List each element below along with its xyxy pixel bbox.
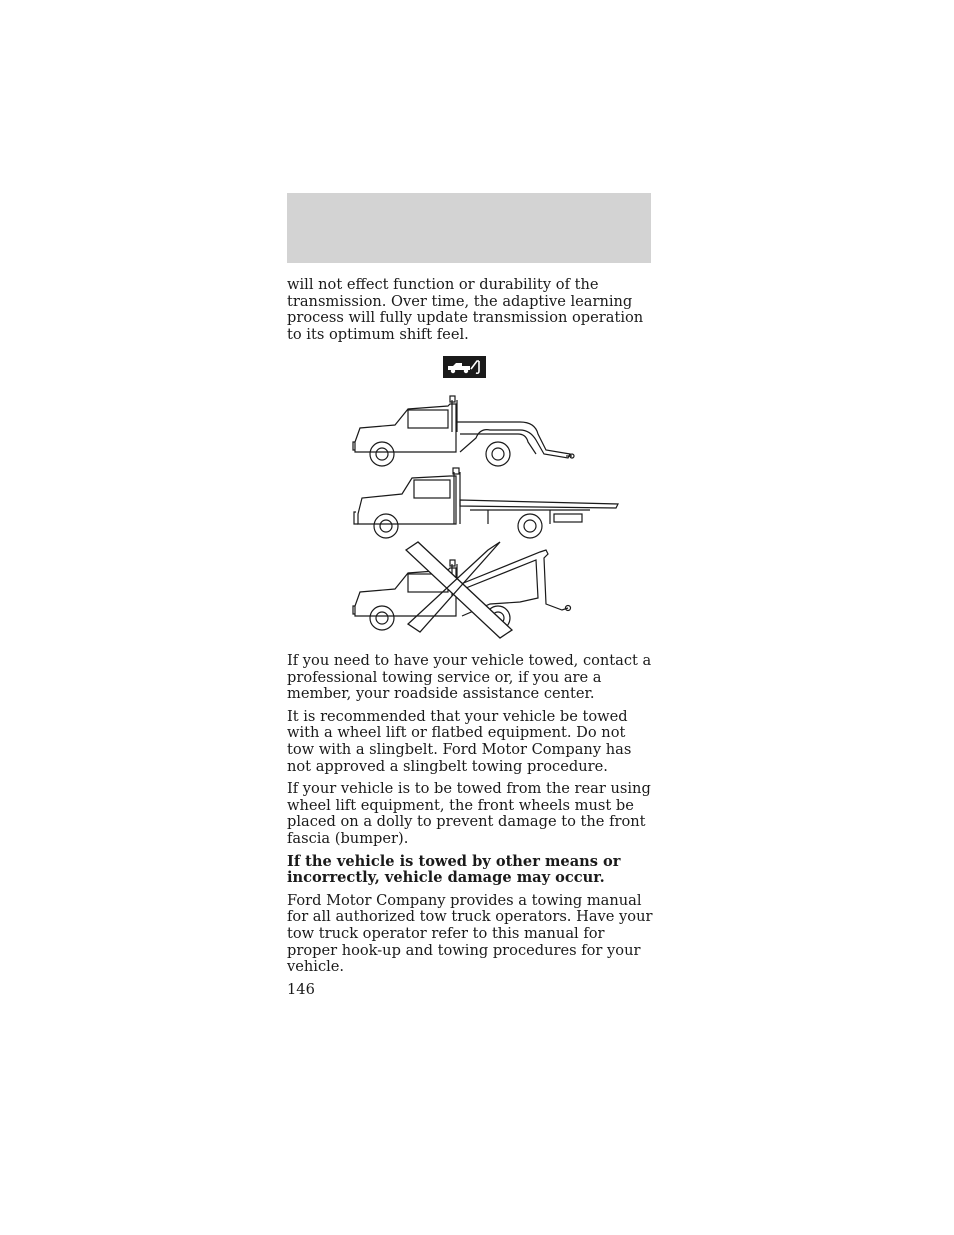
paragraph-contact: If you need to have your vehicle towed, contact a professional towing service or, if you are a member, your roadside assistance center. — [287, 652, 652, 703]
towing-methods-illustration — [340, 392, 630, 642]
tow-truck-icon — [443, 356, 486, 378]
paragraph-towing-manual: Ford Motor Company provides a towing manual for all authorized tow truck operators. Have your tow truck operator refer to this manual for proper hook-up and towing procedures for your vehicle. — [287, 891, 653, 976]
section-header-band — [287, 193, 651, 263]
prohibited-x-mark — [406, 542, 512, 638]
intro-paragraph — [287, 277, 653, 343]
flatbed-tow-truck — [354, 468, 618, 538]
intro-text: will not effect function or durability of the transmission. Over time, the adaptive learning process will fully update transmission operation to its optimum shift feel. — [287, 276, 644, 343]
wheel-lift-tow-truck — [353, 396, 574, 466]
paragraph-recommended-method: It is recommended that your vehicle be towed with a wheel lift or flatbed equipment. Do not tow with a slingbelt. Ford Motor Company has not approved a slingbelt towing procedure. — [287, 707, 632, 775]
page-number: 146 — [287, 981, 315, 998]
warning-text: If the vehicle is towed by other means or incorrectly, vehicle damage may occur. — [287, 852, 621, 887]
paragraph-rear-tow: If your vehicle is to be towed from the rear using wheel lift equipment, the front wheels must be placed on a dolly to prevent damage to the front fascia (bumper). — [287, 780, 651, 847]
towing-instructions — [287, 653, 653, 976]
